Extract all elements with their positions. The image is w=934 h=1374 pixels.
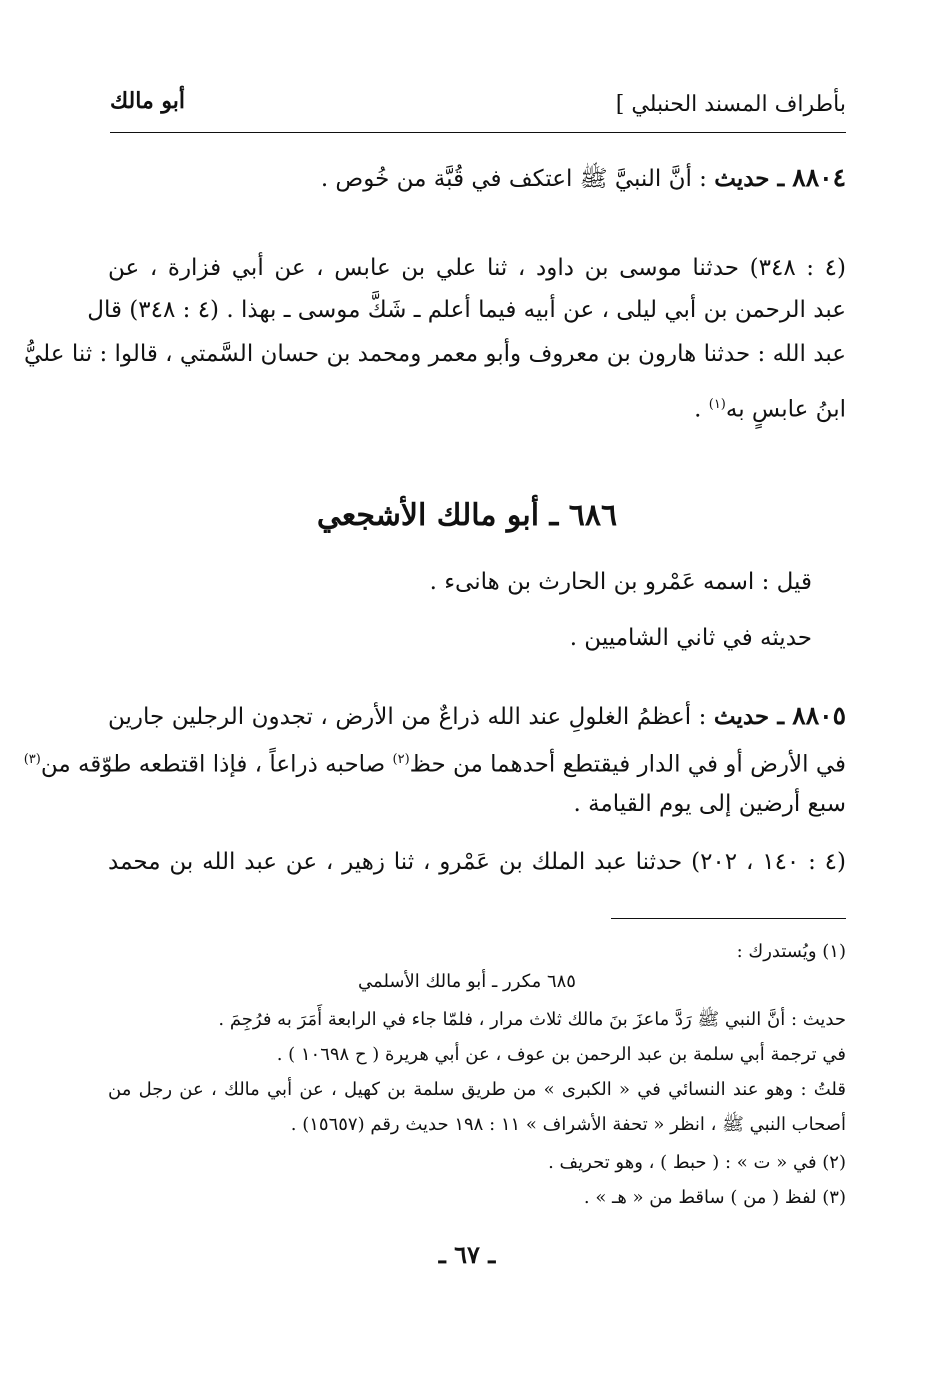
header-book-title: بأطراف المسند الحنبلي ] xyxy=(615,92,846,117)
footnote-marker: (١) xyxy=(708,397,726,412)
hadith-text: : أنَّ النبيَّ ﷺ اعتكف في قُبَّة من خُوص . xyxy=(320,166,715,192)
footnote-marker: (٣) xyxy=(23,752,41,767)
section-note: حديثه في ثاني الشاميين . xyxy=(569,625,812,651)
chain-last-line xyxy=(108,385,846,430)
hadith-text: : أعظمُ الغلولِ عند الله ذراعٌ من الأرض ، تجدون الرجلين جارين xyxy=(108,704,714,730)
hadith-8805 xyxy=(108,696,846,737)
hadith-dash: ـ xyxy=(769,703,793,730)
footnote-2: (٢) في « ت » : ( حبط ) ، وهو تحريف . xyxy=(548,1152,846,1173)
footnote-line: قلتُ : وهو عند النسائي في « الكبرى » من طريق سلمة بن كهيل ، عن أبي مالك ، عن رجل من xyxy=(108,1079,846,1100)
footnote-line: أصحاب النبي ﷺ ، انظر « تحفة الأشراف » ١١ : ١٩٨ حديث رقم (١٥٦٥٧) . xyxy=(290,1114,846,1135)
hadith-keyword: حديث xyxy=(713,703,770,730)
footnote-1-heading: ٦٨٥ مكرر ـ أبو مالك الأسلمي xyxy=(358,971,576,992)
footnote-marker: (٢) xyxy=(392,752,410,767)
page-number: ـ ٦٧ ـ xyxy=(438,1240,496,1269)
chain-line: (٤ : ٣٤٨) حدثنا موسى بن داود ، ثنا علي بن عابس ، عن أبي فزارة ، عن xyxy=(108,255,847,281)
hadith-number: ٨٨٠٤ xyxy=(792,163,846,192)
hadith-8804 xyxy=(108,158,846,199)
section-note: قيل : اسمه عَمْرو بن الحارث بن هانىء . xyxy=(429,569,812,595)
hadith-line: سبع أرضين إلى يوم القيامة . xyxy=(573,791,846,817)
footnote-divider xyxy=(611,918,846,919)
footnote-1-label: (١) ويُستدرك : xyxy=(736,941,846,962)
footnote-line: حديث : أنَّ النبي ﷺ رَدَّ ماعزَ بنَ مالك ثلاث مرار ، فلمّا جاء في الرابعة أَمَرَ به فرُجِمَ . xyxy=(218,1009,846,1030)
chain-line: (٤ : ١٤٠ ، ٢٠٢) حدثنا عبد الملك بن عَمْرو ، ثنا زهير ، عن عبد الله بن محمد xyxy=(108,849,847,875)
hadith-dash: ـ xyxy=(769,165,793,192)
hadith-text: في الأرض أو في الدار فيقتطع أحدهما من حظ xyxy=(409,751,846,778)
chain-line: عبد الرحمن بن أبي ليلى ، عن أبيه فيما أعلم ـ شَكَّ موسى ـ بهذا . (٤ : ٣٤٨) قال xyxy=(87,297,846,323)
hadith-line xyxy=(23,740,846,785)
chain-text: ابنُ عابسٍ به xyxy=(725,396,846,423)
chain-end: . xyxy=(694,396,709,423)
chain-line: عبد الله : حدثنا هارون بن معروف وأبو معمر ومحمد بن حسان السَّمتي ، قالوا : ثنا عليُّ xyxy=(24,341,846,367)
header-divider xyxy=(110,132,846,133)
hadith-text: صاحبه ذراعاً ، فإذا اقتطعه طوّقه من xyxy=(40,751,393,778)
footnote-line: في ترجمة أبي سلمة بن عبد الرحمن بن عوف ، عن أبي هريرة ( ح ١٠٦٩٨ ) . xyxy=(276,1044,846,1065)
hadith-keyword: حديث xyxy=(714,165,770,192)
hadith-number: ٨٨٠٥ xyxy=(792,701,846,730)
footnote-3: (٣) لفظ ( من ) ساقط من « هـ » . xyxy=(583,1187,846,1208)
section-title: ٦٨٦ ـ أبو مالك الأشجعي xyxy=(316,498,618,533)
header-running-head: أبو مالك xyxy=(110,88,185,114)
